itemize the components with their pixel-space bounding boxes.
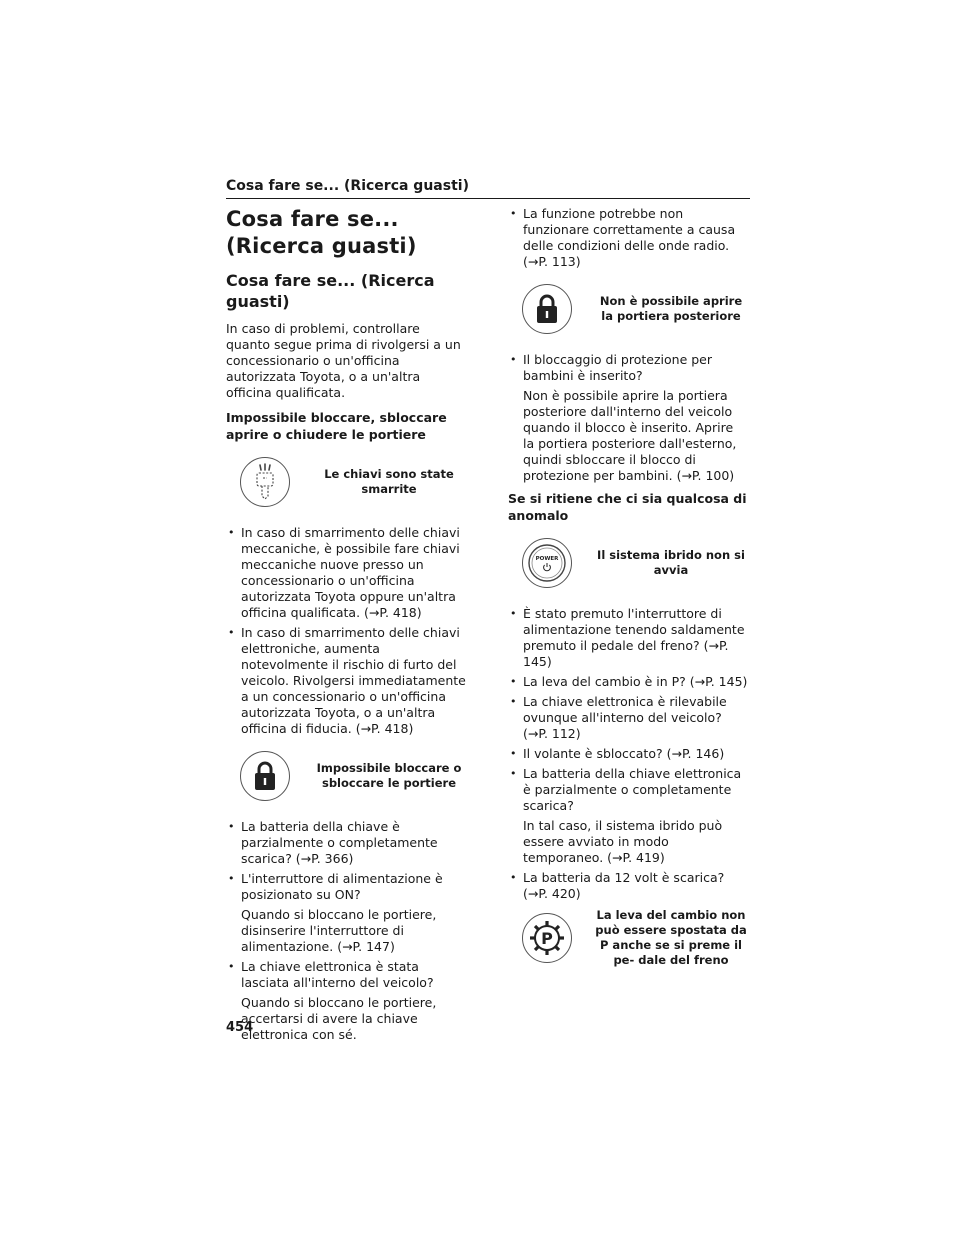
- list-item: [226, 959, 466, 1043]
- key-icon: [240, 457, 290, 507]
- shift-lever-label: La leva del cambio non può essere spostata da P anche se si preme il pe- dale del freno: [595, 908, 747, 967]
- intro-paragraph: In caso di problemi, controllare quanto segue prima di rivolgersi a un concessionario o un'officina autorizzata Toyota, o a un'altra officina qualificata.: [226, 321, 461, 400]
- left-column: [226, 206, 466, 1049]
- hybrid-start-label: Il sistema ibrido non si avvia: [597, 548, 745, 577]
- list-item: • Il volante è sbloccato? (→P. 146): [508, 746, 748, 762]
- running-head: Cosa fare se... (Ricerca guasti): [226, 178, 469, 194]
- list-item-note: Quando si bloccano le portiere, disinserire l'interruttore di alimentazione. (→P. 147): [241, 907, 437, 954]
- lock-unlock-list: [226, 819, 466, 1043]
- list-item: • In caso di smarrimento delle chiavi elettroniche, aumenta notevolmente il rischio di furto del veicolo. Rivolgersi immediatamente a un concessionario o un'officina autorizzata Toyota, o a un'altra officina di fiducia. (→P. 418): [226, 625, 466, 737]
- list-item-note: In tal caso, il sistema ibrido può essere avviato in modo temporaneo. (→P. 419): [523, 818, 723, 865]
- lost-keys-label: Le chiavi sono state smarrite: [324, 467, 454, 496]
- list-item: • In caso di smarrimento delle chiavi meccaniche, è possibile fare chiavi meccaniche nuove presso un concessionario o un'officina autorizzata Toyota oppure un'altra officina qualificata. (→P. 418): [226, 525, 466, 621]
- power-button-icon: [522, 538, 572, 588]
- rear-door-box: [522, 284, 748, 334]
- list-item-note: Non è possibile aprire la portiera posteriore dall'interno del veicolo quando il blocco è inserito. Aprire la portiera posteriore dall'esterno, quindi sbloccare il blocco di protezione per bambini. (→P. 100): [523, 388, 737, 483]
- lock-unlock-label: Impossibile bloccare o sbloccare le portiere: [316, 761, 462, 790]
- list-item-text: La batteria della chiave elettronica è parzialmente o completamente scarica?: [523, 766, 742, 813]
- doors-heading: Impossibile bloccare, sbloccare aprire o chiudere le portiere: [226, 410, 447, 442]
- continued-list: [508, 206, 748, 270]
- list-item: • La funzione potrebbe non funzionare correttamente a causa delle condizioni delle onde radio. (→P. 113): [508, 206, 748, 270]
- rear-door-list: [508, 352, 748, 484]
- page-title: Cosa fare se... (Ricerca guasti): [226, 207, 417, 258]
- rear-door-label: Non è possibile aprire la portiera posteriore: [599, 294, 743, 323]
- list-item: [508, 766, 748, 866]
- list-item: • La chiave elettronica è rilevabile ovunque all'interno del veicolo? (→P. 112): [508, 694, 748, 742]
- hybrid-start-box: [522, 538, 748, 588]
- gear-p-icon: [522, 913, 572, 963]
- anomaly-heading: Se si ritiene che ci sia qualcosa di anomalo: [508, 491, 747, 523]
- list-item: • La batteria da 12 volt è scarica? (→P. 420): [508, 870, 748, 902]
- list-item-note: Quando si bloccano le portiere, accertarsi di avere la chiave elettronica con sé.: [241, 995, 437, 1042]
- list-item: • La leva del cambio è in P? (→P. 145): [508, 674, 748, 690]
- page-number: 454: [226, 1020, 254, 1035]
- shift-lever-box: [522, 908, 748, 968]
- list-item-text: Il bloccaggio di protezione per bambini è inserito?: [523, 352, 713, 383]
- lock-icon: [522, 284, 572, 334]
- svg-text:POWER: POWER: [535, 556, 559, 562]
- hybrid-start-list: [508, 606, 748, 902]
- lock-icon: [240, 751, 290, 801]
- right-column: [508, 206, 748, 986]
- svg-text:P: P: [541, 929, 553, 948]
- lost-keys-list: [226, 525, 466, 737]
- list-item: [508, 352, 748, 484]
- list-item: [226, 871, 466, 955]
- header-rule: [226, 198, 750, 199]
- lock-unlock-box: [240, 751, 466, 801]
- list-item-text: La chiave elettronica è stata lasciata all'interno del veicolo?: [241, 959, 434, 990]
- list-item: • È stato premuto l'interruttore di alimentazione tenendo saldamente premuto il pedale del freno? (→P. 145): [508, 606, 748, 670]
- list-item: • La batteria della chiave è parzialmente o completamente scarica? (→P. 366): [226, 819, 466, 867]
- lost-keys-box: [240, 457, 466, 507]
- list-item-text: L'interruttore di alimentazione è posizionato su ON?: [241, 871, 443, 902]
- section-title: Cosa fare se... (Ricerca guasti): [226, 271, 435, 311]
